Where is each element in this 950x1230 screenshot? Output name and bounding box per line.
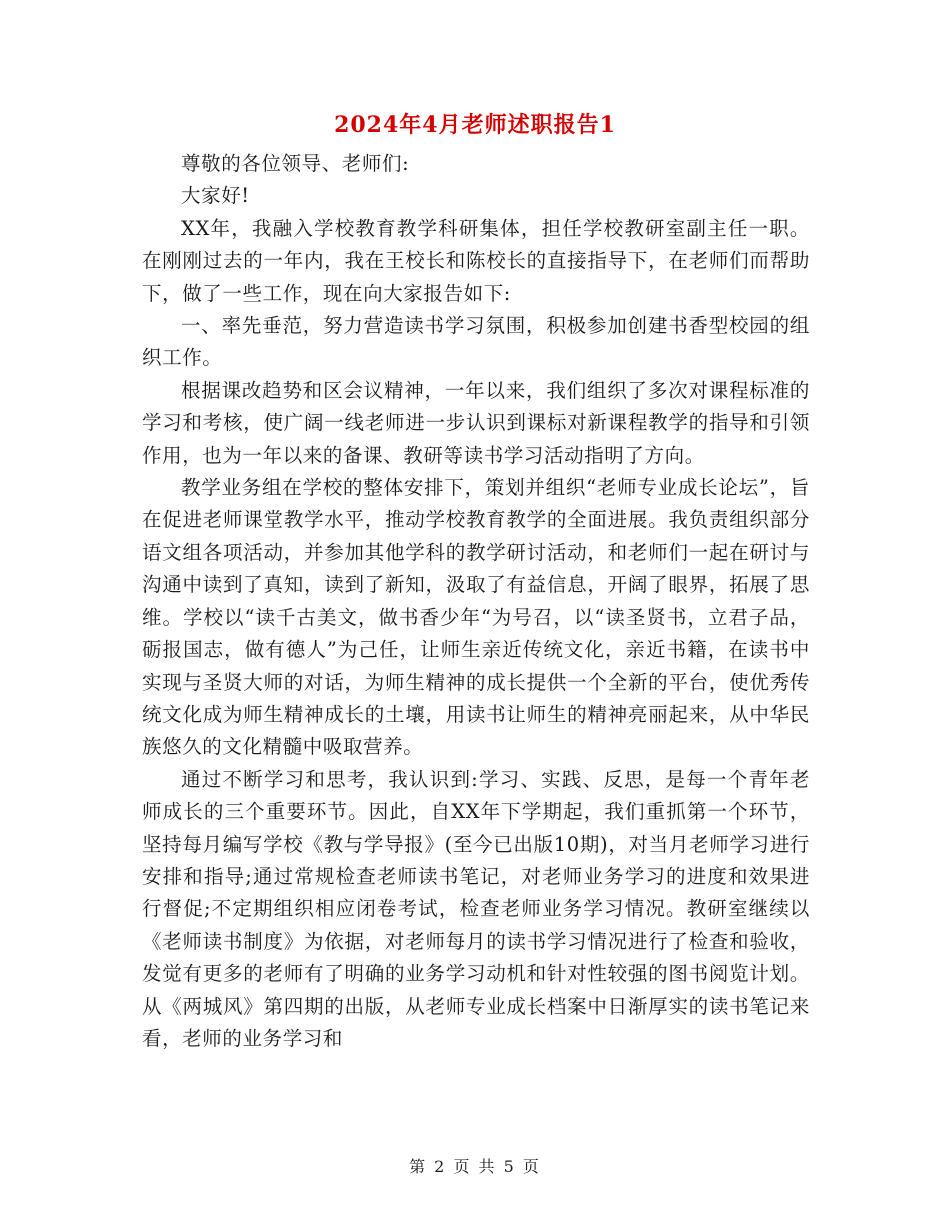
paragraph-learning: 通过不断学习和思考，我认识到:学习、实践、反思，是每一个青年老师成长的三个重要环节。因此，自XX年下学期起，我们重抓第一个环节，坚持每月编写学校《教与学导报》(至今已出版10期)，对当月老师学习进行安排和指导;通过常规检查老师读书笔记，对老师业务学习的进度和效果进行督促;不定期组织相应闭卷考试，检查老师业务学习情况。教研室继续以《老师读书制度》为依据，对老师每月的读书学习情况进行了检查和验收，发觉有更多的老师有了明确的业务学习动机和针对性较强的图书阅览计划。从《两城风》第四期的出版，从老师专业成长档案中日渐厚实的读书笔记来看，老师的业务学习和 (142, 767, 810, 1050)
paragraph-greeting: 大家好! (181, 184, 250, 208)
document-title: 2024年4月老师述职报告1 (334, 112, 616, 138)
paragraph-section-heading: 一、率先垂范，努力营造读书学习氛围，积极参加创建书香型校园的组织工作。 (142, 314, 810, 370)
paragraph-forum: 教学业务组在学校的整体安排下，策划并组织“老师专业成长论坛”，旨在促进老师课堂教学水平，推动学校教育教学的全面进展。我负责组织部分语文组各项活动，并参加其他学科的教学研讨活动，和老师们一起在研讨与沟通中读到了真知，读到了新知，汲取了有益信息，开阔了眼界，拓展了思维。学校以“读千古美文，做书香少年“为号召，以“读圣贤书，立君子品，砺报国志，做有德人”为己任，让师生亲近传统文化，亲近书籍，在读书中实现与圣贤大师的对话，为师生精神的成长提供一个全新的平台，使优秀传统文化成为师生精神成长的土壤，用读书让师生的精神亮丽起来，从中华民族悠久的文化精髓中吸取营养。 (142, 476, 810, 759)
paragraph-salutation: 尊敬的各位领导、老师们: (181, 152, 410, 175)
document-body (142, 148, 810, 1055)
page-number-footer: 第 2 页 共 5 页 (409, 1157, 541, 1176)
paragraph-intro: XX年，我融入学校教育教学科研集体，担任学校教研室副主任一职。在刚刚过去的一年内，我在王校长和陈校长的直接指导下，在老师们而帮助下，做了一些工作，现在向大家报告如下: (142, 216, 810, 305)
paragraph-curriculum: 根据课改趋势和区会议精神，一年以来，我们组织了多次对课程标准的学习和考核，使广阔一线老师进一步认识到课标对新课程教学的指导和引领作用，也为一年以来的备课、教研等读书学习活动指明了方向。 (142, 378, 810, 467)
